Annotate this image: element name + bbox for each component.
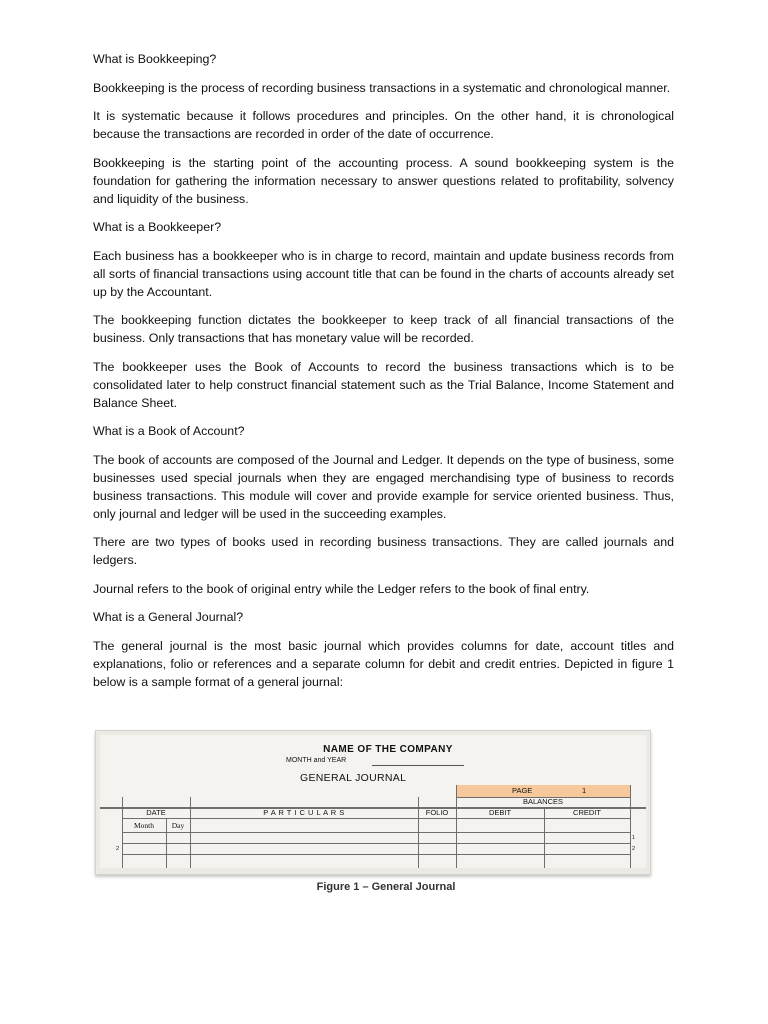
paragraph: The book of accounts are composed of the Journal and Ledger. It depends on the type of business, some businesses used special journals when they are engaged merchandising type of business to records business transactions. This module will cover and provide example for service oriented business. Thus, only journal and ledger will be used in the succeeding examples. [93, 452, 674, 521]
day-subheader: Day [171, 821, 185, 830]
paragraph: Bookkeeping is the starting point of the accounting process. A sound bookkeeping system is the foundation for gathering the information necessary to answer questions related to profitability, solvency and liquidity of the business. [93, 155, 674, 206]
paragraph: The bookkeeper uses the Book of Accounts to record the business transactions which is to be consolidated later to help construct financial statement such as the Trial Balance, Income Statement and Balance Sheet. [93, 359, 674, 410]
paragraph: It is systematic because it follows procedures and principles. On the other hand, it is chronological because the transactions are recorded in order of the date of occurrence. [93, 109, 674, 141]
row-number-right: 1 [632, 835, 636, 841]
rule [122, 832, 630, 833]
heading-what-is-bookkeeping: What is Bookkeeping? [93, 52, 217, 66]
page-number: 1 [582, 786, 587, 795]
journal-title: GENERAL JOURNAL [300, 772, 407, 784]
company-name: NAME OF THE COMPANY [323, 744, 453, 755]
debit-header: DEBIT [488, 808, 512, 817]
rule [122, 854, 630, 855]
row-number-right: 2 [632, 846, 636, 852]
general-journal-figure [95, 730, 651, 875]
paragraph: The bookkeeping function dictates the bookkeeper to keep track of all financial transactions of the business. Only transactions that has monetary value will be recorded. [93, 313, 674, 345]
rule [122, 818, 630, 819]
page-box [456, 785, 630, 797]
credit-header: CREDIT [573, 808, 601, 817]
paragraph: Journal refers to the book of original entry while the Ledger refers to the book of final entry. [93, 581, 590, 596]
journal-form [100, 735, 646, 868]
month-year-label: MONTH and YEAR [286, 757, 347, 764]
paragraph: There are two types of books used in recording business transactions. They are called journals and ledgers. [93, 535, 674, 567]
paragraph: The general journal is the most basic journal which provides columns for date, account titles and explanations, folio or references and a separate column for debit and credit entries. Depicted in figure 1 below is a sample format of a general journal: [93, 638, 674, 689]
page-label: PAGE [512, 786, 533, 795]
heading-what-is-a-book-of-account: What is a Book of Account? [93, 424, 245, 438]
rule [122, 843, 630, 844]
rule [630, 785, 631, 868]
figure-caption: Figure 1 – General Journal [316, 881, 456, 893]
particulars-header: P A R T I C U L A R S [263, 808, 345, 817]
row-number-left: 2 [116, 846, 120, 852]
month-subheader: Month [133, 821, 154, 830]
balances-header: BALANCES [522, 797, 564, 806]
heading-what-is-a-general-journal: What is a General Journal? [93, 610, 244, 624]
paragraph: Bookkeeping is the process of recording business transactions in a systematic and chronological manner. [93, 80, 671, 95]
document-body [93, 50, 674, 701]
date-header: DATE [146, 808, 166, 817]
heading-what-is-a-bookkeeper: What is a Bookkeeper? [93, 220, 222, 234]
month-year-blank [372, 765, 464, 766]
folio-header: FOLIO [425, 808, 449, 817]
paragraph: Each business has a bookkeeper who is in charge to record, maintain and update business records from all sorts of financial transactions using account title that can be found in the charts of accounts already set up by the Accountant. [93, 248, 674, 299]
